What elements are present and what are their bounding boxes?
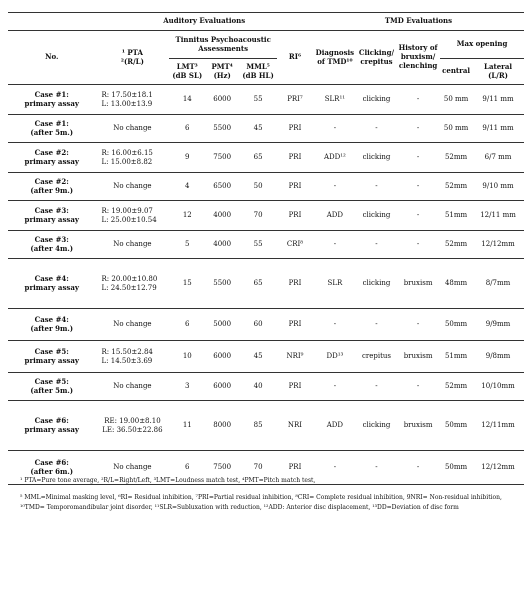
lateral-cell: 6/7 mm: [472, 143, 524, 173]
ri-cell: PRI: [277, 373, 313, 401]
central-header: central: [440, 59, 472, 85]
case-cell: [8, 373, 96, 401]
pta-cell: [96, 341, 170, 373]
pmt-cell: 6000: [205, 341, 239, 373]
central-cell: 52mm: [440, 373, 472, 401]
pta-left: L: 25.00±10.54: [101, 215, 157, 224]
clicking-cell: clicking: [357, 259, 396, 309]
pta-cell: [96, 373, 170, 401]
lmt-cell: 6: [169, 115, 205, 143]
ri-cell: NRI: [277, 401, 313, 451]
lateral-header: Lateral (L/R): [472, 59, 524, 85]
case-stage: primary assay: [24, 98, 79, 108]
case-number: Case #3:: [34, 205, 69, 215]
clicking-cell: -: [357, 451, 396, 485]
pmt-cell: 4000: [205, 201, 239, 231]
ri-cell: PRI: [277, 115, 313, 143]
bruxism-header: History of bruxism/ clenching: [396, 31, 440, 85]
pta-right: R: 16.00±6.15: [101, 148, 153, 157]
clicking-cell: clicking: [357, 85, 396, 115]
case-stage: primary assay: [24, 282, 79, 292]
central-cell: 52mm: [440, 173, 472, 201]
diagnosis-header: Diagnosis of TMD¹⁰: [313, 31, 357, 85]
results-table: [8, 12, 524, 485]
case-cell: [8, 115, 96, 143]
clicking-cell: -: [357, 115, 396, 143]
bruxism-cell: -: [396, 173, 440, 201]
pta-cell: [96, 85, 170, 115]
bruxism-cell: -: [396, 231, 440, 259]
lateral-cell: 10/10mm: [472, 373, 524, 401]
table-header: [8, 13, 524, 85]
mml-header: [239, 59, 277, 85]
case-number: Case #3:: [34, 234, 69, 244]
ri-cell: PRI: [277, 451, 313, 485]
lmt-cell: 11: [169, 401, 205, 451]
case-cell: [8, 201, 96, 231]
bruxism-cell: -: [396, 115, 440, 143]
case-cell: [8, 401, 96, 451]
pmt-cell: 8000: [205, 401, 239, 451]
case-stage: (after 6m.): [30, 466, 74, 476]
lmt-cell: 3: [169, 373, 205, 401]
case-stage: primary assay: [24, 355, 79, 365]
central-cell: 52mm: [440, 231, 472, 259]
table-row: [8, 401, 524, 451]
lmt-cell: 14: [169, 85, 205, 115]
diagnosis-cell: ADD: [313, 201, 357, 231]
clicking-cell: clicking: [357, 201, 396, 231]
clicking-cell: -: [357, 373, 396, 401]
pta-cell: [96, 143, 170, 173]
bruxism-cell: -: [396, 85, 440, 115]
pta-right: R: 17.50±18.1: [101, 90, 153, 99]
pta-left: L: 24.50±12.79: [101, 283, 157, 292]
case-cell: [8, 85, 96, 115]
table-row: [8, 115, 524, 143]
diagnosis-cell: ADD: [313, 401, 357, 451]
case-number: Case #5:: [34, 376, 69, 386]
table-body: [8, 85, 524, 485]
lmt-cell: 10: [169, 341, 205, 373]
table-row: [8, 173, 524, 201]
case-number: Case #4:: [34, 314, 69, 324]
pta-right: No change: [113, 182, 152, 191]
central-cell: 50 mm: [440, 115, 472, 143]
case-number: Case #5:: [34, 346, 69, 356]
lmt-cell: 12: [169, 201, 205, 231]
mml-cell: 65: [239, 259, 277, 309]
diagnosis-cell: -: [313, 231, 357, 259]
bruxism-cell: bruxism: [396, 341, 440, 373]
pmt-cell: 6000: [205, 85, 239, 115]
case-number: Case #6:: [34, 457, 69, 467]
ri-cell: PRI: [277, 309, 313, 341]
tmd-evaluations-header: TMD Evaluations: [313, 13, 524, 31]
ri-cell: PRI: [277, 173, 313, 201]
lmt-cell: 6: [169, 309, 205, 341]
ri-cell: PRI: [277, 143, 313, 173]
mml-cell: 85: [239, 401, 277, 451]
pmt-cell: 6000: [205, 373, 239, 401]
pta-cell: [96, 115, 170, 143]
clicking-header: Clicking/ crepitus: [357, 31, 396, 85]
mml-cell: 40: [239, 373, 277, 401]
pta-right: No change: [113, 382, 152, 391]
diagnosis-cell: -: [313, 115, 357, 143]
diagnosis-cell: -: [313, 373, 357, 401]
mml-cell: 45: [239, 341, 277, 373]
diagnosis-cell: DD¹³: [313, 341, 357, 373]
lateral-cell: 8/7mm: [472, 259, 524, 309]
pta-cell: [96, 259, 170, 309]
central-cell: 52mm: [440, 143, 472, 173]
pta-right: R: 15.50±2.84: [101, 347, 153, 356]
pmt-cell: 4000: [205, 231, 239, 259]
lateral-cell: 12/12mm: [472, 231, 524, 259]
lmt-cell: 5: [169, 231, 205, 259]
central-cell: 48mm: [440, 259, 472, 309]
clicking-cell: -: [357, 309, 396, 341]
clicking-cell: -: [357, 231, 396, 259]
pmt-cell: 7500: [205, 451, 239, 485]
mml-cell: 50: [239, 173, 277, 201]
table-row: [8, 373, 524, 401]
no-header: No.: [8, 31, 96, 85]
footnotes: [20, 476, 520, 520]
pta-left: LE: 36.50±22.86: [102, 425, 163, 434]
pmt-cell: 6500: [205, 173, 239, 201]
case-stage: (after 5m.): [30, 127, 74, 137]
pta-left: L: 13.00±13.9: [101, 99, 153, 108]
pta-cell: [96, 173, 170, 201]
ri-cell: PRI: [277, 259, 313, 309]
central-cell: 51mm: [440, 201, 472, 231]
lateral-cell: 9/11 mm: [472, 85, 524, 115]
clicking-cell: clicking: [357, 401, 396, 451]
case-cell: [8, 173, 96, 201]
lateral-cell: 9/9mm: [472, 309, 524, 341]
mml-cell: 55: [239, 231, 277, 259]
case-cell: [8, 143, 96, 173]
lateral-cell: 9/11 mm: [472, 115, 524, 143]
table-row: [8, 85, 524, 115]
case-cell: [8, 231, 96, 259]
lateral-cell: 9/8mm: [472, 341, 524, 373]
pta-right: R: 19.00±9.07: [101, 206, 153, 215]
auditory-evaluations-header: Auditory Evaluations: [96, 13, 313, 31]
central-cell: 50mm: [440, 451, 472, 485]
ri-cell: CRI⁸: [277, 231, 313, 259]
pmt-cell: 5500: [205, 259, 239, 309]
case-number: Case #2:: [34, 176, 69, 186]
case-stage: (after 9m.): [30, 323, 74, 333]
mml-cell: 45: [239, 115, 277, 143]
mml-cell: 70: [239, 201, 277, 231]
max-opening-header: Max opening: [440, 31, 524, 59]
tinnitus-header: Tinnitus Psychoacoustic Assessments: [169, 31, 277, 59]
empty-header-cell: [8, 13, 96, 31]
bruxism-cell: -: [396, 309, 440, 341]
bruxism-cell: -: [396, 451, 440, 485]
lmt-cell: 4: [169, 173, 205, 201]
pta-header-line2: ²(R/L): [120, 56, 144, 66]
mml-label: MML⁵: [246, 61, 270, 71]
table-row: [8, 341, 524, 373]
mml-unit: (dB HL): [242, 70, 274, 80]
table-row: [8, 143, 524, 173]
diagnosis-cell: SLR¹¹: [313, 85, 357, 115]
pta-cell: [96, 201, 170, 231]
bruxism-cell: bruxism: [396, 401, 440, 451]
mml-cell: 65: [239, 143, 277, 173]
pta-right: No change: [113, 240, 152, 249]
case-cell: [8, 259, 96, 309]
table-row: [8, 231, 524, 259]
case-stage: primary assay: [24, 156, 79, 166]
case-number: Case #1:: [34, 89, 69, 99]
case-stage: primary assay: [24, 214, 79, 224]
bruxism-cell: -: [396, 201, 440, 231]
bruxism-cell: -: [396, 373, 440, 401]
diagnosis-cell: ADD¹²: [313, 143, 357, 173]
central-cell: 50mm: [440, 309, 472, 341]
case-stage: (after 4m.): [30, 243, 74, 253]
central-cell: 50mm: [440, 401, 472, 451]
table-row: [8, 259, 524, 309]
lmt-header: [169, 59, 205, 85]
lmt-cell: 15: [169, 259, 205, 309]
central-cell: 50 mm: [440, 85, 472, 115]
pta-header-line1: ¹ PTA: [121, 47, 143, 57]
pta-right: R: 20.00±10.80: [101, 274, 158, 283]
ri-cell: NRI⁹: [277, 341, 313, 373]
lmt-cell: 6: [169, 451, 205, 485]
pta-header: [96, 31, 170, 85]
table-row: [8, 201, 524, 231]
clicking-cell: crepitus: [357, 341, 396, 373]
bruxism-cell: -: [396, 143, 440, 173]
case-number: Case #4:: [34, 273, 69, 283]
central-cell: 51mm: [440, 341, 472, 373]
case-stage: primary assay: [24, 424, 79, 434]
clicking-cell: clicking: [357, 143, 396, 173]
pta-cell: [96, 309, 170, 341]
diagnosis-cell: -: [313, 309, 357, 341]
lateral-cell: 12/11mm: [472, 401, 524, 451]
clicking-cell: -: [357, 173, 396, 201]
pta-right: No change: [113, 124, 152, 133]
case-stage: (after 9m.): [30, 185, 74, 195]
ri-header: RI⁶: [277, 31, 313, 85]
ri-cell: PRI⁷: [277, 85, 313, 115]
pta-right: No change: [113, 463, 152, 472]
case-number: Case #6:: [34, 415, 69, 425]
pmt-cell: 5500: [205, 115, 239, 143]
case-number: Case #2:: [34, 147, 69, 157]
pta-right: RE: 19.00±8.10: [104, 416, 161, 425]
pta-cell: [96, 401, 170, 451]
bruxism-cell: bruxism: [396, 259, 440, 309]
case-stage: (after 5m.): [30, 385, 74, 395]
mml-cell: 55: [239, 85, 277, 115]
pta-cell: [96, 231, 170, 259]
lmt-unit: (dB SL): [172, 70, 203, 80]
case-cell: [8, 309, 96, 341]
mml-cell: 60: [239, 309, 277, 341]
footnote-line-2: ⁵ MML=Minimal masking level, ⁶RI= Residual inhibition, ⁷PRI=Partial residual inhibition, ⁸CRI= Complete residual inhibition, 9NRI= Non-residual inhibition, ¹⁰TMD= Temporomandibular joint disorder, ¹¹SLR=Subluxation with reduction, ¹²ADD: Anterior disc displacement, ¹³DD=Deviation of disc form: [20, 494, 502, 511]
diagnosis-cell: -: [313, 173, 357, 201]
pta-left: L: 14.50±3.69: [101, 356, 153, 365]
pta-right: No change: [113, 320, 152, 329]
lmt-label: LMT³: [176, 61, 198, 71]
pmt-cell: 7500: [205, 143, 239, 173]
ri-cell: PRI: [277, 201, 313, 231]
case-cell: [8, 341, 96, 373]
table-row: [8, 309, 524, 341]
diagnosis-cell: SLR: [313, 259, 357, 309]
lateral-cell: 9/10 mm: [472, 173, 524, 201]
pmt-header: [205, 59, 239, 85]
pmt-cell: 5000: [205, 309, 239, 341]
case-number: Case #1:: [34, 118, 69, 128]
mml-cell: 70: [239, 451, 277, 485]
pta-left: L: 15.00±8.82: [101, 157, 153, 166]
lateral-cell: 12/11 mm: [472, 201, 524, 231]
footnote-line-1: ¹ PTA=Pure tone average, ²R/L=Right/Left, ³LMT=Loudness match test, ⁴PMT=Pitch match test,: [20, 477, 316, 484]
lmt-cell: 9: [169, 143, 205, 173]
pmt-label: PMT⁴: [211, 61, 233, 71]
pmt-unit: (Hz): [213, 70, 231, 80]
diagnosis-cell: -: [313, 451, 357, 485]
lateral-cell: 12/12mm: [472, 451, 524, 485]
